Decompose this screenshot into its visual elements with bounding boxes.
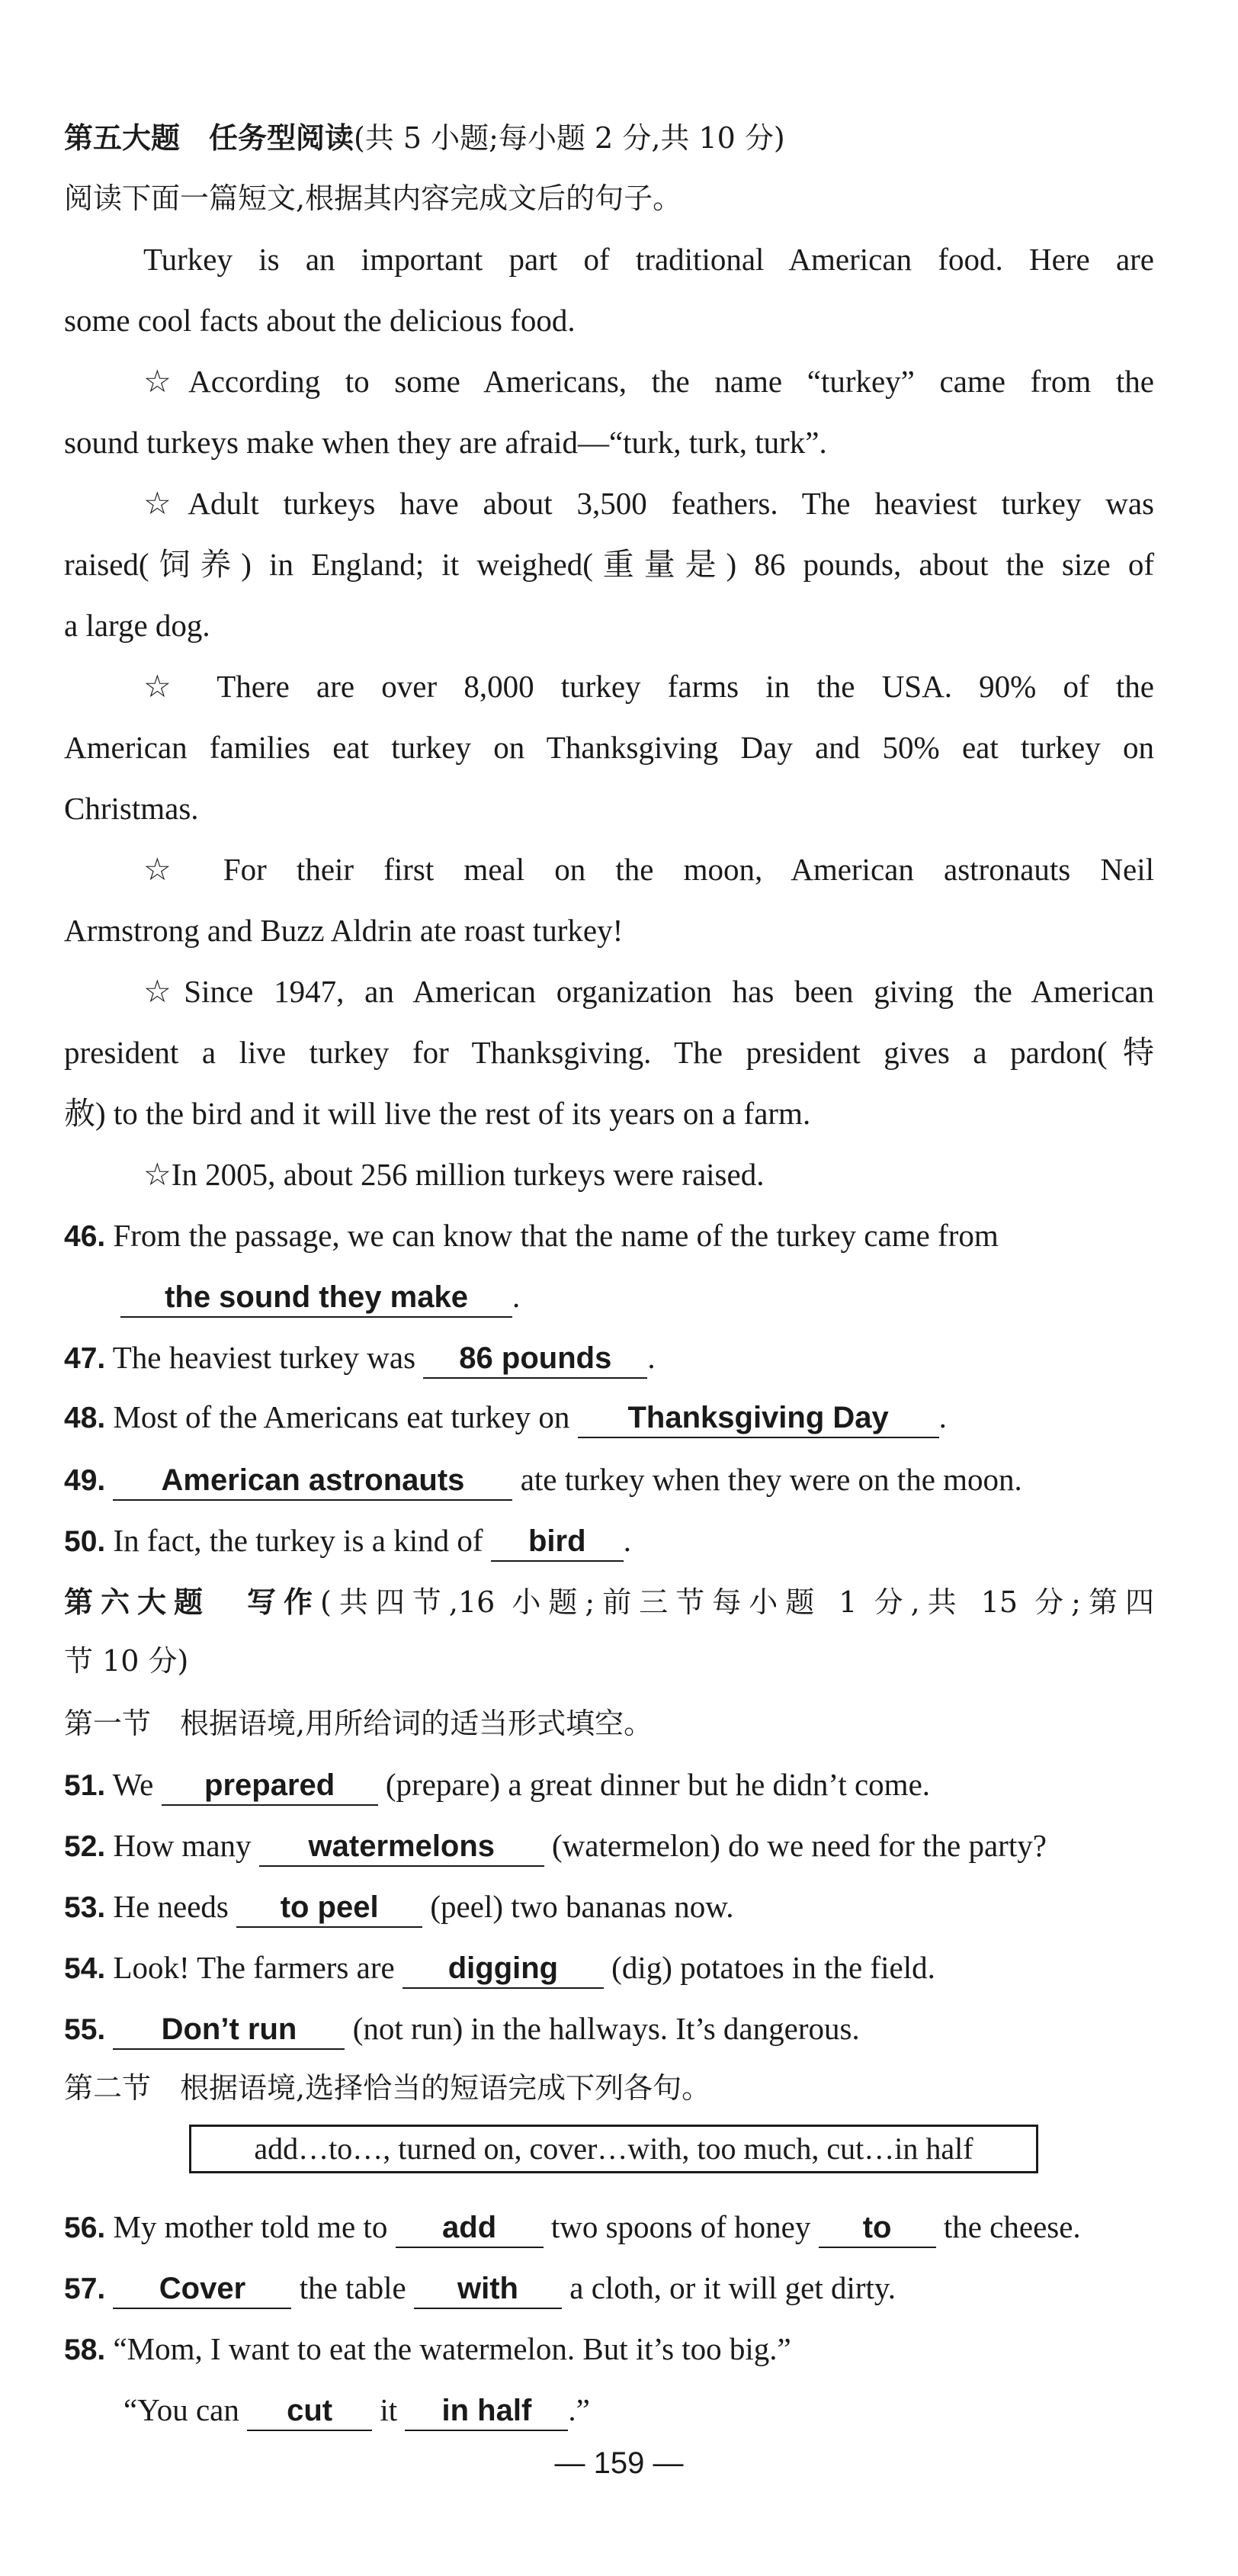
question-58-reply <box>123 2388 1221 2431</box>
answer-blank[interactable]: Don’t run <box>113 2010 345 2050</box>
question-58 <box>64 2327 1162 2372</box>
passage-line: ☆ There are over 8,000 turkey farms in the USA. 90% of the <box>143 669 1154 704</box>
section6-title-note: (共四节,16 小题;前三节每小题 1 分,共 15 分;第四 <box>320 1585 1154 1619</box>
answer-blank[interactable]: cut <box>247 2391 372 2431</box>
question-text: (peel) two bananas now. <box>430 1889 734 1924</box>
passage-line: American families eat turkey on Thanksgiving Day and 50% eat turkey on <box>64 730 1154 765</box>
question-48 <box>64 1396 1162 1440</box>
question-end: . <box>623 1523 631 1558</box>
passage-line: Armstrong and Buzz Aldrin ate roast turkey! <box>64 913 624 948</box>
passage-line: Turkey is an important part of traditional American food. Here are <box>143 242 1154 277</box>
question-text: (dig) potatoes in the field. <box>611 1950 935 1985</box>
question-text: (watermelon) do we need for the party? <box>552 1828 1047 1863</box>
passage-line: raised(饲养) in England; it weighed(重量是) 86 pounds, about the size of <box>64 547 1154 582</box>
question-55 <box>64 2007 1162 2051</box>
answer-blank[interactable]: prepared <box>162 1766 378 1806</box>
question-text: My mother told me to <box>113 2209 388 2244</box>
question-text: How many <box>113 1828 252 1863</box>
question-text: ate turkey when they were on the moon. <box>520 1462 1022 1497</box>
question-57 <box>64 2266 1162 2311</box>
section6-title-note-2: 节 10 分) <box>64 1644 189 1678</box>
passage-line: Christmas. <box>64 791 199 826</box>
passage-line: ☆Since 1947, an American organization has been giving the American <box>143 974 1154 1009</box>
question-47 <box>64 1336 1162 1380</box>
question-text: “You can <box>123 2392 239 2427</box>
question-text: a cloth, or it will get dirty. <box>569 2270 896 2305</box>
question-number: 49. <box>64 1464 106 1497</box>
section5-title-main: 第五大题 任务型阅读 <box>64 120 354 155</box>
answer-blank[interactable]: Thanksgiving Day <box>578 1399 939 1438</box>
passage-line: ☆ For their first meal on the moon, American astronauts Neil <box>143 852 1154 887</box>
page-number: — 159 — <box>554 2446 684 2480</box>
question-number: 51. <box>64 1769 106 1802</box>
question-text: (not run) in the hallways. It’s dangerous. <box>352 2011 860 2046</box>
question-number: 53. <box>64 1891 106 1924</box>
passage-line: sound turkeys make when they are afraid—“turk, turk, turk”. <box>64 425 827 460</box>
answer-blank[interactable]: add <box>396 2208 544 2248</box>
question-number: 47. <box>64 1342 106 1375</box>
question-end: . <box>647 1340 656 1375</box>
question-53 <box>64 1885 1162 1929</box>
question-text: the table <box>299 2270 406 2305</box>
question-46-answer-line <box>64 1275 1162 1318</box>
passage-line: ☆In 2005, about 256 million turkeys were raised. <box>143 1157 765 1192</box>
answer-blank[interactable]: to peel <box>236 1888 422 1928</box>
answer-blank[interactable]: American astronauts <box>113 1461 512 1501</box>
answer-blank[interactable]: with <box>414 2269 562 2309</box>
question-number: 46. <box>64 1220 106 1253</box>
question-text: it <box>380 2392 398 2427</box>
question-number: 56. <box>64 2211 106 2244</box>
question-number: 57. <box>64 2272 106 2305</box>
question-number: 58. <box>64 2333 106 2366</box>
section5-instruction: 阅读下面一篇短文,根据其内容完成文后的句子。 <box>64 181 682 215</box>
question-text: (prepare) a great dinner but he didn’t come. <box>385 1767 931 1802</box>
section5-title-note: (共 5 小题;每小题 2 分,共 10 分) <box>354 121 785 155</box>
question-51 <box>64 1763 1162 1807</box>
question-text: We <box>112 1767 154 1802</box>
question-50 <box>64 1519 1162 1563</box>
passage-line: president a live turkey for Thanksgiving. The president gives a pardon(特 <box>64 1035 1154 1070</box>
question-end: . <box>512 1279 521 1314</box>
answer-blank[interactable]: Cover <box>113 2269 291 2309</box>
answer-blank[interactable]: bird <box>491 1522 624 1562</box>
answer-blank[interactable]: to <box>819 2208 936 2248</box>
passage-line: a large dog. <box>64 608 210 643</box>
question-number: 50. <box>64 1525 106 1558</box>
question-text: In fact, the turkey is a kind of <box>113 1523 483 1558</box>
answer-blank[interactable]: watermelons <box>259 1827 544 1867</box>
question-text: He needs <box>113 1889 229 1924</box>
passage-line: ☆Adult turkeys have about 3,500 feathers. The heaviest turkey was <box>143 486 1154 521</box>
passage-line: ☆According to some Americans, the name “turkey” came from the <box>143 364 1154 399</box>
answer-blank[interactable]: the sound they make <box>120 1278 512 1318</box>
question-text: two spoons of honey <box>550 2209 811 2244</box>
question-text: “Mom, I want to eat the watermelon. But it’s too big.” <box>113 2331 791 2366</box>
question-number: 48. <box>64 1402 106 1434</box>
passage-line: some cool facts about the delicious food. <box>64 303 576 338</box>
question-text: Look! The farmers are <box>113 1950 395 1985</box>
question-number: 54. <box>64 1952 106 1985</box>
question-56 <box>64 2205 1162 2250</box>
question-text: From the passage, we can know that the name of the turkey came from <box>113 1218 999 1253</box>
question-end: . <box>938 1399 947 1434</box>
question-text: Most of the Americans eat turkey on <box>113 1399 570 1434</box>
question-46 <box>64 1214 1162 1258</box>
answer-blank[interactable]: digging <box>403 1949 604 1989</box>
answer-blank[interactable]: in half <box>405 2391 568 2431</box>
passage-line: 赦) to the bird and it will live the rest of its years on a farm. <box>64 1096 811 1131</box>
question-49 <box>64 1458 1162 1502</box>
question-number: 52. <box>64 1830 106 1863</box>
question-text: the cheese. <box>943 2209 1081 2244</box>
question-52 <box>64 1824 1162 1868</box>
question-end: .” <box>568 2392 590 2427</box>
question-text: The heaviest turkey was <box>112 1340 416 1375</box>
part2-heading: 第二节 根据语境,选择恰当的短语完成下列各句。 <box>64 2071 711 2105</box>
part1-heading: 第一节 根据语境,用所给词的适当形式填空。 <box>64 1707 653 1740</box>
section6-title <box>64 1580 1154 1624</box>
section5-title <box>64 116 1162 159</box>
answer-blank[interactable]: 86 pounds <box>423 1339 647 1379</box>
section6-title-main: 第六大题 写作 <box>64 1585 321 1619</box>
question-54 <box>64 1946 1162 1990</box>
question-number: 55. <box>64 2013 106 2046</box>
phrase-box: add…to…, turned on, cover…with, too much, cut…in half <box>189 2125 1038 2173</box>
